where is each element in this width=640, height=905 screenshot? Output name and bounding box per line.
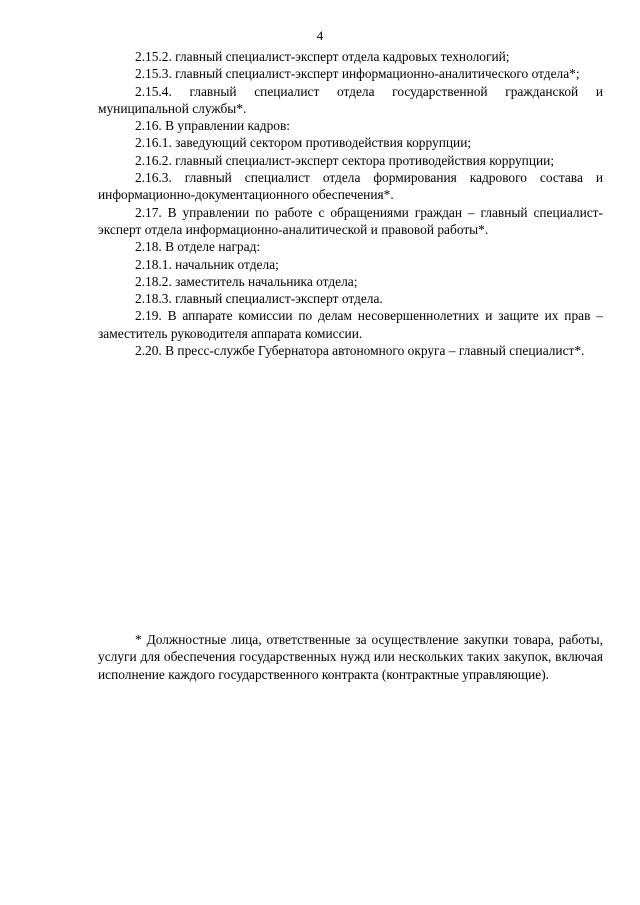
paragraph-2-15-3: 2.15.3. главный специалист-эксперт информационно-аналитического отдела*;: [135, 66, 580, 82]
paragraph-2-16-1: 2.16.1. заведующий сектором противодействия коррупции;: [135, 135, 472, 151]
paragraph-2-19: 2.19. В аппарате комиссии по делам несовершеннолетних и защите их прав – заместитель руководителя аппарата комиссии.: [98, 308, 603, 341]
paragraph-2-15-2: 2.15.2. главный специалист-эксперт отдела кадровых технологий;: [135, 49, 510, 64]
paragraph-2-16: 2.16. В управлении кадров:: [135, 118, 291, 134]
document-body: [98, 48, 603, 359]
paragraph-2-17: 2.17. В управлении по работе с обращениями граждан – главный специалист-эксперт отдела информационно-аналитической и правовой работы*.: [98, 204, 603, 237]
paragraph-2-18-3: 2.18.3. главный специалист-эксперт отдела.: [135, 291, 383, 307]
paragraph-2-18-1: 2.18.1. начальник отдела;: [135, 256, 279, 272]
footnote-text: * Должностные лица, ответственные за осуществление закупки товара, работы, услуги для обеспечения государственных нужд или нескольких таких закупок, включая исполнение каждого государственного контракта (контрактные управляющие).: [98, 632, 603, 682]
footnote: [98, 631, 603, 683]
paragraph-2-15-4: 2.15.4. главный специалист отдела государственной гражданской и муниципальной службы*.: [98, 83, 603, 116]
paragraph-2-20: 2.20. В пресс-службе Губернатора автономного округа – главный специалист*.: [135, 343, 585, 359]
paragraph-2-16-3: 2.16.3. главный специалист отдела формирования кадрового состава и информационно-документационного обеспечения*.: [98, 170, 603, 203]
paragraph-2-18-2: 2.18.2. заместитель начальника отдела;: [135, 273, 358, 289]
paragraph-2-18: 2.18. В отделе наград:: [135, 239, 261, 255]
page-number: 4: [316, 28, 324, 43]
paragraph-2-16-2: 2.16.2. главный специалист-эксперт сектора противодействия коррупции;: [135, 152, 555, 168]
